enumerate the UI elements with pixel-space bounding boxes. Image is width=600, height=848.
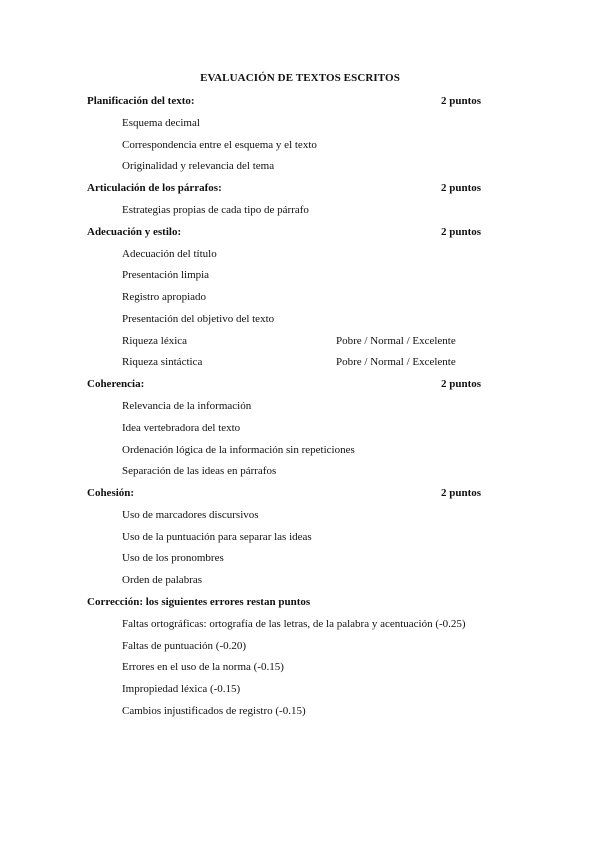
criterion-item (0, 268, 600, 282)
section-header-adecuacion (0, 225, 600, 239)
criterion-item (0, 203, 600, 217)
section-points: 2 puntos (441, 182, 482, 194)
criterion-item (0, 290, 600, 304)
criterion-label: Esquema decimal (122, 117, 200, 129)
section-label: Corrección: los siguientes errores restan puntos (87, 596, 311, 608)
criterion-item (0, 247, 600, 261)
section-header-cohesion (0, 486, 600, 500)
criterion-item (0, 159, 600, 173)
criterion-label: Separación de las ideas en párrafos (122, 465, 277, 477)
section-header-articulacion (0, 181, 600, 195)
section-label: Coherencia: (87, 378, 145, 390)
section-label: Adecuación y estilo: (87, 226, 182, 238)
criterion-label: Correspondencia entre el esquema y el texto (122, 139, 317, 151)
section-points: 2 puntos (441, 487, 482, 499)
criterion-item (0, 682, 600, 696)
criterion-item (0, 334, 600, 348)
criterion-label: Cambios injustificados de registro (-0.15) (122, 705, 306, 717)
section-label: Articulación de los párrafos: (87, 182, 222, 194)
criterion-label: Presentación del objetivo del texto (122, 313, 275, 325)
criterion-label: Orden de palabras (122, 574, 203, 586)
criterion-label: Impropiedad léxica (-0.15) (122, 683, 241, 695)
criterion-item (0, 617, 600, 631)
criterion-label: Estrategias propias de cada tipo de párrafo (122, 204, 309, 216)
criterion-item (0, 464, 600, 478)
criterion-label: Uso de los pronombres (122, 552, 224, 564)
section-header-coherencia (0, 377, 600, 391)
criterion-item (0, 421, 600, 435)
criterion-label: Ordenación lógica de la información sin repeticiones (122, 444, 355, 456)
rating-scale: Pobre / Normal / Excelente (336, 356, 456, 368)
document-title: EVALUACIÓN DE TEXTOS ESCRITOS (200, 72, 400, 84)
criterion-label: Riqueza léxica (122, 335, 188, 347)
section-points: 2 puntos (441, 226, 482, 238)
section-points: 2 puntos (441, 378, 482, 390)
criterion-item (0, 704, 600, 718)
criterion-item (0, 508, 600, 522)
criterion-item (0, 399, 600, 413)
criterion-item (0, 116, 600, 130)
section-points: 2 puntos (441, 95, 482, 107)
section-label: Planificación del texto: (87, 95, 195, 107)
criterion-label: Uso de la puntuación para separar las ideas (122, 531, 312, 543)
criterion-item (0, 573, 600, 587)
criterion-item (0, 639, 600, 653)
criterion-label: Uso de marcadores discursivos (122, 509, 259, 521)
criterion-label: Originalidad y relevancia del tema (122, 160, 275, 172)
section-label: Cohesión: (87, 487, 135, 499)
criterion-label: Presentación limpia (122, 269, 210, 281)
criterion-item (0, 660, 600, 674)
criterion-label: Faltas de puntuación (-0.20) (122, 640, 247, 652)
criterion-item (0, 355, 600, 369)
section-header-correccion (0, 595, 600, 609)
criterion-item (0, 443, 600, 457)
criterion-label: Errores en el uso de la norma (-0.15) (122, 661, 284, 673)
criterion-label: Registro apropiado (122, 291, 207, 303)
criterion-item (0, 138, 600, 152)
criterion-label: Relevancia de la información (122, 400, 252, 412)
criterion-label: Adecuación del título (122, 248, 217, 260)
rating-scale: Pobre / Normal / Excelente (336, 335, 456, 347)
criterion-label: Riqueza sintáctica (122, 356, 203, 368)
criterion-label: Idea vertebradora del texto (122, 422, 241, 434)
criterion-label: Faltas ortográficas: ortografía de las letras, de la palabra y acentuación (-0.25) (122, 618, 466, 630)
criterion-item (0, 530, 600, 544)
criterion-item (0, 551, 600, 565)
section-header-planificacion (0, 94, 600, 108)
criterion-item (0, 312, 600, 326)
